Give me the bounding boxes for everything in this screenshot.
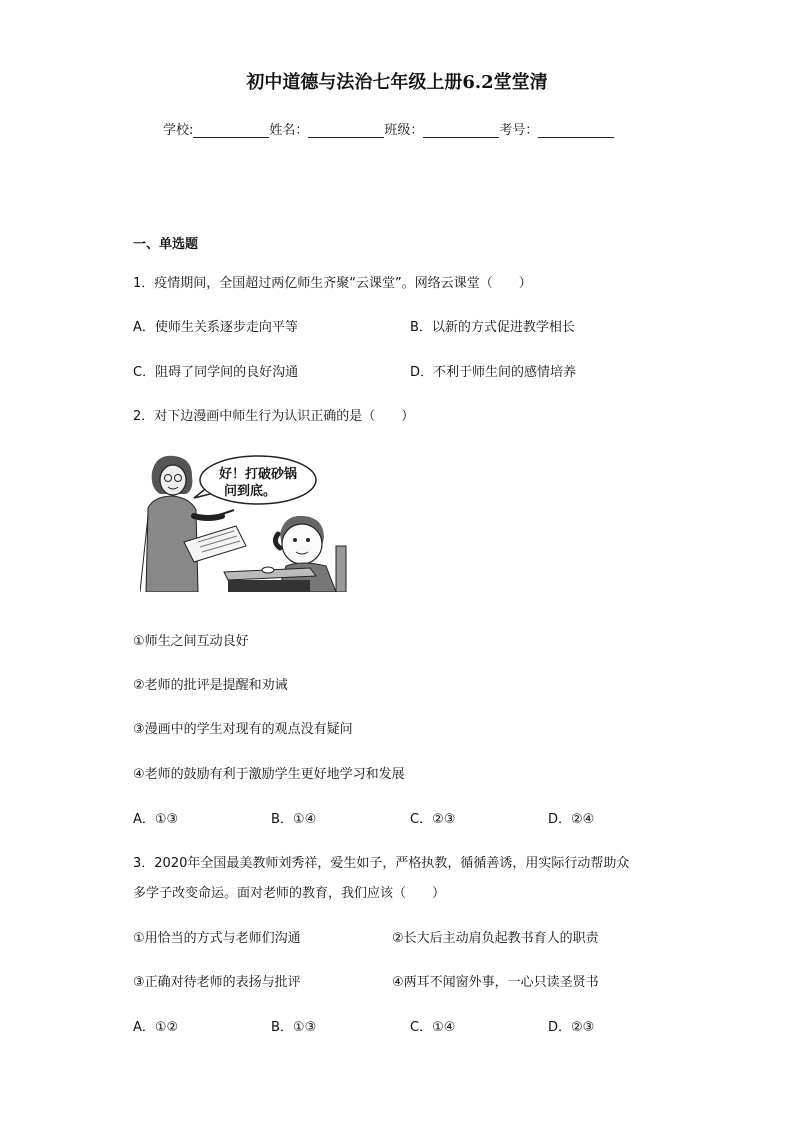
q1-option-b: B．以新的方式促进教学相长	[410, 320, 575, 335]
class-label: 班级：	[384, 123, 424, 138]
school-label: 学校:	[163, 123, 194, 138]
q2-statement-2: ②老师的批评是提醒和劝诫	[133, 678, 288, 693]
q3-option-d: D．②③	[548, 1020, 595, 1035]
section-heading: 一、单选题	[133, 237, 199, 252]
q3-statement-1: ①用恰当的方式与老师们沟通	[133, 931, 301, 946]
q3-statement-4: ④两耳不闻窗外事，一心只读圣贤书	[392, 975, 599, 990]
q1-option-c: C．阻碍了同学间的良好沟通	[133, 365, 299, 380]
q2-statement-3: ③漫画中的学生对现有的观点没有疑问	[133, 722, 353, 737]
bubble-line-2: 问到底。	[223, 484, 277, 499]
q2-statement-1: ①师生之间互动良好	[133, 634, 249, 649]
q2-option-d: D．②④	[548, 812, 595, 827]
student-info-line	[163, 119, 614, 138]
school-blank[interactable]	[193, 123, 269, 138]
name-blank[interactable]	[308, 123, 384, 138]
q2-option-c: C．②③	[410, 812, 456, 827]
q3-statement-3: ③正确对待老师的表扬与批评	[133, 975, 301, 990]
q2-stem: 2．对下边漫画中师生行为认识正确的是（ ）	[133, 409, 415, 424]
number-label: 考号：	[499, 123, 539, 138]
q2-statement-4: ④老师的鼓励有利于激励学生更好地学习和发展	[133, 767, 405, 782]
q2-option-a: A．①③	[133, 812, 179, 827]
q2-option-b: B．①④	[271, 812, 317, 827]
class-blank[interactable]	[423, 123, 499, 138]
name-label: 姓名：	[269, 123, 309, 138]
q3-statement-2: ②长大后主动肩负起教书育人的职责	[392, 931, 599, 946]
q1-stem: 1．疫情期间，全国超过两亿师生齐聚“云课堂”。网络云课堂（ ）	[133, 276, 532, 291]
page-title: 初中道德与法治七年级上册6.2堂堂清	[246, 72, 548, 93]
teacher-student-cartoon	[140, 450, 358, 592]
q1-option-a: A．使师生关系逐步走向平等	[133, 320, 298, 335]
number-blank[interactable]	[538, 123, 614, 138]
q3-option-b: B．①③	[271, 1020, 317, 1035]
q3-option-c: C．①④	[410, 1020, 456, 1035]
q3-option-a: A．①②	[133, 1020, 179, 1035]
q3-stem-line-2: 多学子改变命运。面对老师的教育，我们应该（ ）	[133, 886, 446, 901]
q3-stem-line-1: 3．2020年全国最美教师刘秀祥，爱生如子，严格执教，循循善诱，用实际行动帮助众	[133, 856, 630, 871]
q1-option-d: D．不利于师生间的感情培养	[410, 365, 577, 380]
bubble-line-1: 好！打破砂锅	[218, 467, 298, 482]
